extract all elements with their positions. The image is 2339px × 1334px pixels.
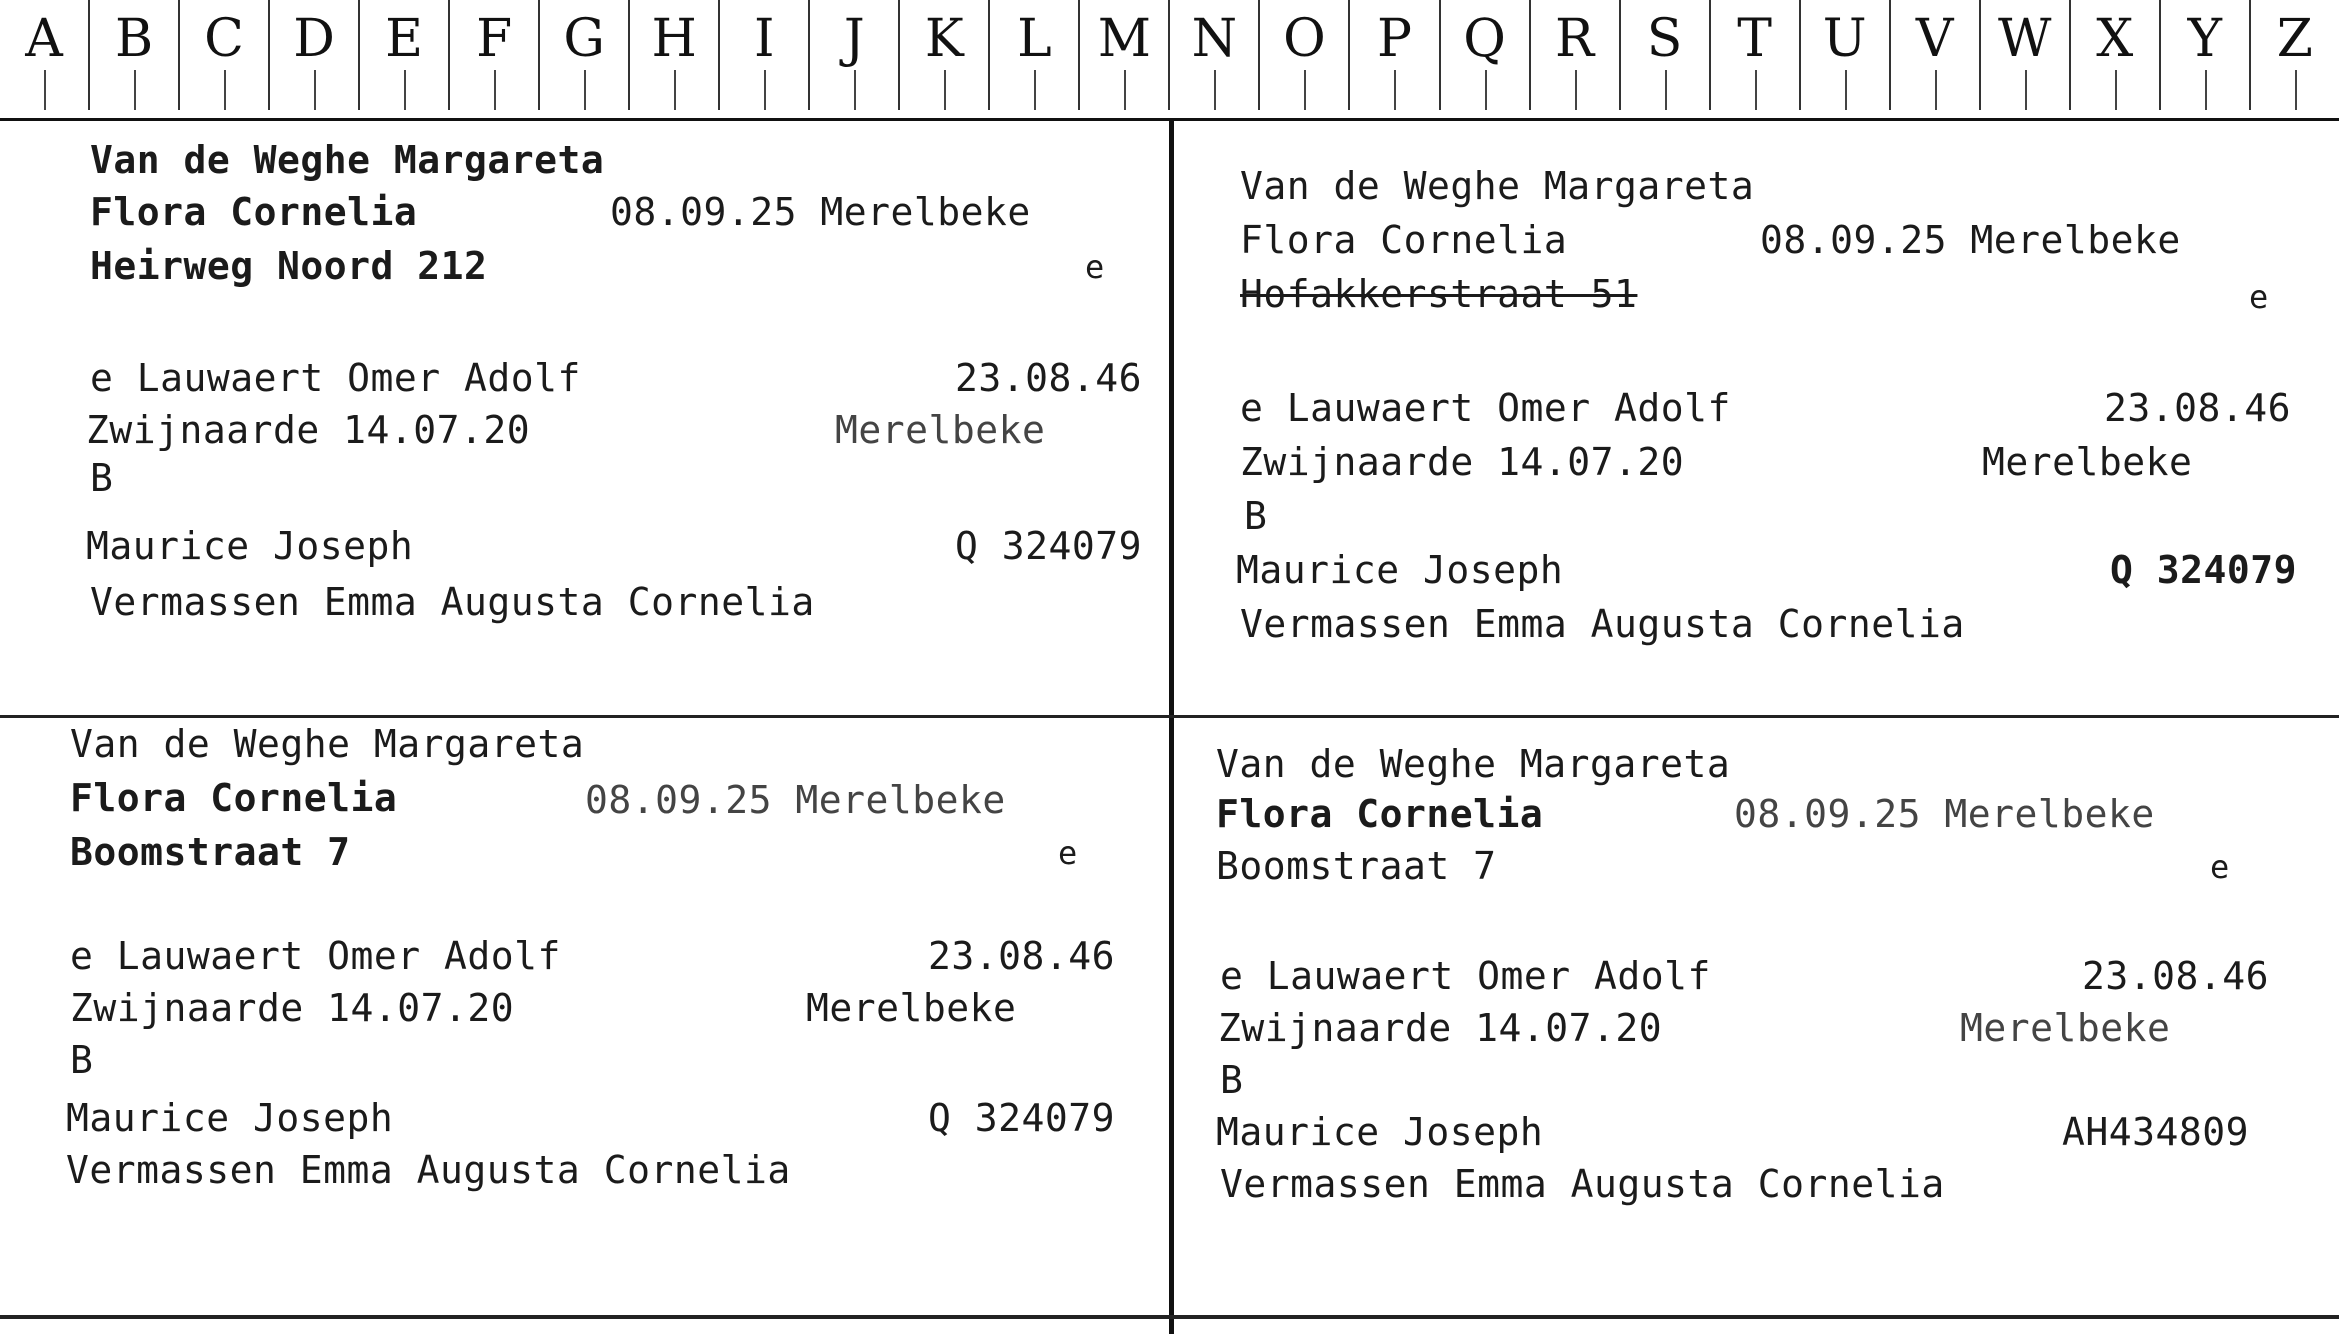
card-marriage-date: 23.08.46: [2082, 954, 2270, 998]
card-code: B: [1244, 494, 1268, 538]
card-name-line: Van de Weghe Margareta: [1240, 164, 1755, 208]
card-marriage-place: Merelbeke: [806, 986, 1017, 1030]
card-given-names: Flora Cornelia: [1216, 792, 1544, 836]
index-letter-m: [1080, 0, 1170, 110]
card-address: Boomstraat 7: [1216, 844, 1497, 888]
card-number: Q 324079: [928, 1096, 1116, 1140]
index-letter-d: [270, 0, 360, 110]
index-letter-l: [990, 0, 1080, 110]
card-mark: e: [1085, 248, 1105, 286]
index-tick: [1394, 70, 1396, 110]
index-tick: [1845, 70, 1847, 110]
card-mark: e: [1058, 834, 1078, 872]
index-letter-label: S: [1646, 9, 1683, 69]
card-name-line: Van de Weghe Margareta: [1216, 742, 1731, 786]
card-birth: 08.09.25 Merelbeke: [1760, 218, 2181, 262]
index-letter-label: M: [1097, 9, 1152, 69]
card-marriage-place: Merelbeke: [1982, 440, 2193, 484]
index-tick: [584, 70, 586, 110]
index-letter-x: [2071, 0, 2161, 110]
index-letter-label: F: [476, 9, 513, 69]
index-letter-t: [1711, 0, 1801, 110]
index-letter-label: E: [385, 9, 424, 69]
index-letter-label: N: [1191, 9, 1238, 69]
index-letter-e: [360, 0, 450, 110]
card-marriage-place: Merelbeke: [835, 408, 1046, 452]
index-tick: [1034, 70, 1036, 110]
card-mother: Vermassen Emma Augusta Cornelia: [1220, 1162, 1945, 1206]
index-tick: [764, 70, 766, 110]
card-spouse-birth: Zwijnaarde 14.07.20: [1218, 1006, 1663, 1050]
card-number: Q 324079: [2110, 548, 2298, 592]
index-tick: [314, 70, 316, 110]
card-given-names: Flora Cornelia: [1240, 218, 1568, 262]
index-tick: [1665, 70, 1667, 110]
card-address: Boomstraat 7: [70, 830, 351, 874]
index-tick: [944, 70, 946, 110]
index-letter-b: [90, 0, 180, 110]
card-marriage-place: Merelbeke: [1960, 1006, 2171, 1050]
index-letter-p: [1350, 0, 1440, 110]
index-letter-j: [810, 0, 900, 110]
card-grid: [0, 118, 2339, 1334]
card-spouse: e Lauwaert Omer Adolf: [1240, 386, 1731, 430]
index-tick: [674, 70, 676, 110]
index-tick: [1214, 70, 1216, 110]
index-letter-z: [2251, 0, 2339, 110]
index-letter-q: [1441, 0, 1531, 110]
card-number: Q 324079: [955, 524, 1143, 568]
card-spouse: e Lauwaert Omer Adolf: [70, 934, 561, 978]
index-letter-h: [630, 0, 720, 110]
index-letter-label: I: [753, 9, 775, 69]
index-letter-label: Q: [1463, 9, 1506, 69]
record-card-4: [1174, 718, 2339, 1315]
index-letter-label: C: [204, 9, 244, 69]
card-mark: e: [2210, 848, 2230, 886]
index-letter-label: T: [1737, 9, 1772, 69]
card-birth: 08.09.25 Merelbeke: [585, 778, 1006, 822]
index-tick: [2115, 70, 2117, 110]
index-letter-label: K: [924, 9, 964, 69]
index-letter-o: [1260, 0, 1350, 110]
index-letter-i: [720, 0, 810, 110]
index-letter-label: D: [293, 9, 335, 69]
card-father: Maurice Joseph: [1216, 1110, 1544, 1154]
index-letter-label: H: [651, 9, 697, 69]
index-tick: [2295, 70, 2297, 110]
index-letter-label: B: [114, 9, 154, 69]
index-letter-r: [1531, 0, 1621, 110]
index-letter-label: W: [1997, 9, 2052, 69]
card-code: B: [90, 456, 114, 500]
card-father: Maurice Joseph: [86, 524, 414, 568]
index-tick: [134, 70, 136, 110]
bottom-border: [0, 1315, 2339, 1319]
index-letter-f: [450, 0, 540, 110]
index-tick: [404, 70, 406, 110]
index-letter-label: O: [1283, 9, 1326, 69]
index-letter-label: L: [1017, 9, 1052, 69]
card-name-line: Van de Weghe Margareta: [90, 138, 605, 182]
index-letter-v: [1891, 0, 1981, 110]
index-letter-label: P: [1376, 9, 1412, 69]
index-letter-k: [900, 0, 990, 110]
card-spouse-birth: Zwijnaarde 14.07.20: [86, 408, 531, 452]
index-letter-y: [2161, 0, 2251, 110]
index-tick: [44, 70, 46, 110]
index-tick: [1485, 70, 1487, 110]
card-spouse: e Lauwaert Omer Adolf: [1220, 954, 1711, 998]
index-tick: [494, 70, 496, 110]
index-letter-label: V: [1915, 9, 1954, 69]
card-mother: Vermassen Emma Augusta Cornelia: [66, 1148, 791, 1192]
card-marriage-date: 23.08.46: [928, 934, 1116, 978]
index-tick: [2025, 70, 2027, 110]
card-address: Hofakkerstraat 51: [1240, 272, 1638, 316]
index-letter-label: Y: [2187, 9, 2222, 69]
vertical-divider: [1169, 118, 1174, 1334]
index-letter-c: [180, 0, 270, 110]
index-letter-w: [1981, 0, 2071, 110]
index-tick: [1124, 70, 1126, 110]
index-letter-n: [1170, 0, 1260, 110]
index-letter-s: [1621, 0, 1711, 110]
index-tick: [1935, 70, 1937, 110]
index-letter-label: R: [1554, 9, 1595, 69]
card-name-line: Van de Weghe Margareta: [70, 722, 585, 766]
card-spouse-birth: Zwijnaarde 14.07.20: [70, 986, 515, 1030]
index-tick: [1575, 70, 1577, 110]
index-tick: [1304, 70, 1306, 110]
card-given-names: Flora Cornelia: [70, 776, 398, 820]
card-number: AH434809: [2062, 1110, 2250, 1154]
index-tick: [2205, 70, 2207, 110]
card-marriage-date: 23.08.46: [2104, 386, 2292, 430]
card-given-names: Flora Cornelia: [90, 190, 418, 234]
index-tick: [854, 70, 856, 110]
horizontal-divider: [0, 715, 2339, 718]
record-card-1: [0, 118, 1169, 715]
card-spouse: e Lauwaert Omer Adolf: [90, 356, 581, 400]
card-mother: Vermassen Emma Augusta Cornelia: [90, 580, 815, 624]
index-letter-label: U: [1822, 9, 1867, 69]
index-tick: [224, 70, 226, 110]
index-letter-a: [0, 0, 90, 110]
record-card-2: [1174, 118, 2339, 715]
index-letter-label: J: [843, 9, 865, 69]
card-mother: Vermassen Emma Augusta Cornelia: [1240, 602, 1965, 646]
index-letter-label: X: [2096, 9, 2134, 69]
card-birth: 08.09.25 Merelbeke: [1734, 792, 2155, 836]
alphabet-index-strip: [0, 0, 2339, 121]
card-father: Maurice Joseph: [1236, 548, 1564, 592]
card-code: B: [70, 1038, 94, 1082]
index-letter-label: G: [563, 9, 605, 69]
index-letter-u: [1801, 0, 1891, 110]
card-marriage-date: 23.08.46: [955, 356, 1143, 400]
record-card-3: [0, 718, 1169, 1315]
index-tick: [1755, 70, 1757, 110]
index-letter-label: A: [25, 9, 63, 69]
index-letter-label: Z: [2276, 9, 2313, 69]
card-address: Heirweg Noord 212: [90, 244, 488, 288]
card-spouse-birth: Zwijnaarde 14.07.20: [1240, 440, 1685, 484]
card-birth: 08.09.25 Merelbeke: [610, 190, 1031, 234]
card-code: B: [1220, 1058, 1244, 1102]
card-father: Maurice Joseph: [66, 1096, 394, 1140]
index-letter-g: [540, 0, 630, 110]
card-mark: e: [2249, 278, 2269, 316]
